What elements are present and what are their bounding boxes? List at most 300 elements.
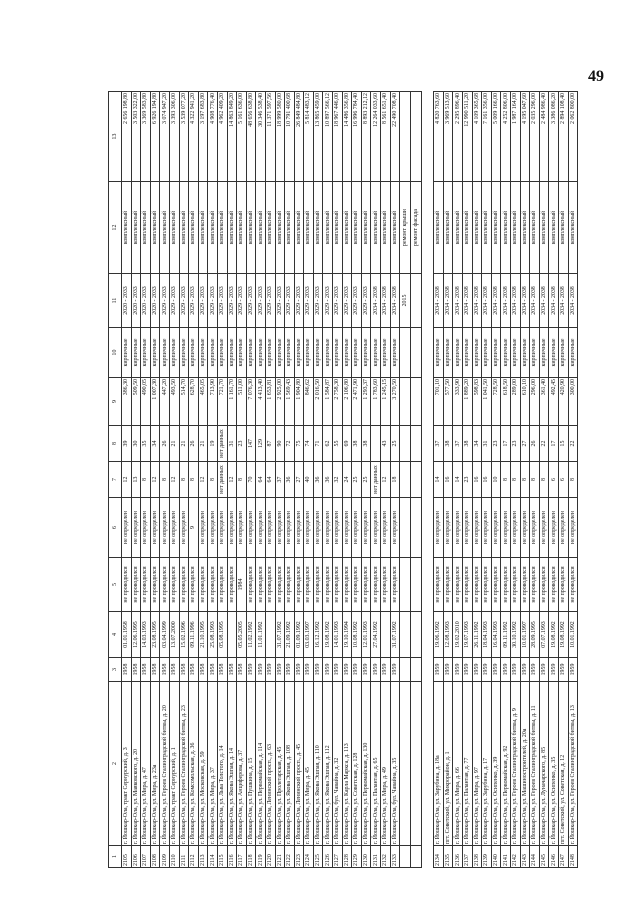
table-cell: 19 [208,426,218,462]
table-cell: 2029 - 2033 [313,274,323,328]
table-cell: не проводился [265,558,275,612]
table-cell: 2 106,80 [342,378,352,426]
table-cell: комплексный [539,182,549,274]
table-cell: 14 863 849,20 [227,92,237,182]
table-cell: кирпичные [237,328,247,378]
table-cell: не проводился [160,558,170,612]
table-cell: 2108 [150,846,160,868]
table-cell: 5 009 166,00 [491,92,501,182]
table-cell: не определен [246,498,256,558]
table-cell: 16 [443,462,453,498]
table-cell: не определен [198,498,208,558]
table-cell: 26.11.1992 [472,612,482,658]
table-cell: 03.03.1997 [304,612,314,658]
table-cell: 2107 [141,846,151,868]
table-cell: г. Йошкар-Ола, ул. Мира, д. 47 [141,682,151,846]
table-cell: кирпичные [390,328,400,378]
table-cell: кирпичные [361,328,371,378]
table-cell: 37 [453,426,463,462]
table-cell: г. Йошкар-Ола, ул. Комсомольская, д. 36 [189,682,199,846]
table-cell: 6 926 194,80 [150,92,160,182]
table-cell: 1958 [150,658,160,682]
table-cell: не проводился [342,558,352,612]
table-cell: не определен [275,498,285,558]
column-header-6: 6 [109,498,122,558]
table-cell: 1 041,50 [482,378,492,426]
table-cell: г. Йошкар-Ола, ул. Пушкина, д. 15 [246,682,256,846]
table-cell: 4 109 365,68 [472,92,482,182]
table-cell: 2 758,30 [333,378,343,426]
table-cell: 2129 [352,846,362,868]
table-cell: 289,00 [510,378,520,426]
table-cell: 3 369 583,80 [141,92,151,182]
table-cell: 34 [472,426,482,462]
table-cell: 36 [285,462,295,498]
table-cell: г. Йошкар-Ола, ул. Московская, д. 59 [198,682,208,846]
table-cell: 2119 [256,846,266,868]
table-cell: 628,70 [189,378,199,426]
table-cell: 22 [568,426,578,462]
table-cell: 2132 [381,846,391,868]
table-cell: кирпичные [352,328,362,378]
table-cell: кирпичные [150,328,160,378]
table-cell: 1 653,81 [265,378,275,426]
table-cell: 23 [510,426,520,462]
table-cell: 2134 [434,846,444,868]
table-cell: 11 371 597,56 [265,92,275,182]
table-cell: 1959 [558,658,568,682]
table-cell: 8 [539,462,549,498]
table-cell: 13 865 459,00 [313,92,323,182]
table-cell: г. Йошкар-Ола, бул. Чавайна, д. 32 [333,682,343,846]
table-cell: 12 [381,462,391,498]
table-cell: 19.08.1992 [558,612,568,658]
table-cell: 09.11.1992 [501,612,511,658]
table-cell: 12.08.1993 [443,612,453,658]
separator-cell: 2015 [400,274,411,328]
table-cell: 39 [122,426,132,462]
table-cell: 38 [443,426,453,462]
table-cell: не проводился [472,558,482,612]
table-row [208,92,218,868]
separator-cell [400,426,411,462]
table-cell: 8 [520,462,530,498]
table-cell: 23 [237,426,247,462]
table-cell: 2029 - 2033 [361,274,371,328]
table-row [549,92,559,868]
table-cell: 2112 [189,846,199,868]
table-cell: 1 584,87 [323,378,333,426]
table-cell: 12 264 033,60 [371,92,381,182]
table-cell: 18 967 446,00 [333,92,343,182]
table-cell: не определен [169,498,179,558]
column-header-10: 10 [109,328,122,378]
table-row [275,92,285,868]
table-cell: 16 996 784,40 [352,92,362,182]
table-cell: 1 904,80 [294,378,304,426]
table-cell: 14 486 356,80 [342,92,352,182]
table-cell: не проводился [371,558,381,612]
table-cell: не проводился [530,558,540,612]
table-cell: 19.07.1993 [463,612,473,658]
table-cell: не проводился [208,558,218,612]
table-row [472,92,482,868]
table-cell: 1959 [275,658,285,682]
table-cell: не определен [217,498,227,558]
table-row [434,92,444,868]
table-cell: 1959 [333,658,343,682]
table-cell: не определен [150,498,160,558]
table-cell: 1959 [256,658,266,682]
table-cell: 1959 [510,658,520,682]
table-cell: 2 484 986,40 [539,92,549,182]
table-cell: 490,05 [141,378,151,426]
table-cell: комплексный [352,182,362,274]
table-row [390,92,400,868]
table-cell: не определен [237,498,247,558]
table-cell: 2109 [160,846,170,868]
table-cell: не определен [122,498,132,558]
table-cell: 3 074 947,20 [160,92,170,182]
table-cell: 10 [491,462,501,498]
table-cell: 2034 - 2038 [453,274,463,328]
table-cell: комплексный [208,182,218,274]
table-cell: комплексный [568,182,578,274]
table-cell: 2123 [294,846,304,868]
table-cell: 05.08.1995 [217,612,227,658]
table-cell: не проводился [510,558,520,612]
table-cell [227,612,237,658]
table-cell: кирпичные [198,328,208,378]
table-cell: комплексный [333,182,343,274]
table-cell: 492,45 [549,378,559,426]
table-cell: комплексный [371,182,381,274]
table-cell: 2 471,90 [352,378,362,426]
table-cell: 1958 [179,658,189,682]
table-cell: комплексный [453,182,463,274]
table-cell: кирпичные [463,328,473,378]
table-cell: комплексный [285,182,295,274]
table-cell: 1 161,70 [227,378,237,426]
table-cell: 2141 [501,846,511,868]
table-cell: не проводился [463,558,473,612]
table-cell: кирпичные [294,328,304,378]
column-header-8: 8 [109,426,122,462]
table-cell: не определен [381,498,391,558]
table-cell: г. Йошкар-Ола, Ленинский просп., д. 63 [265,682,275,846]
table-cell: 10 897 566,12 [323,92,333,182]
table-cell: не проводился [381,558,391,612]
table-cell: комплексный [558,182,568,274]
table-cell: 13 [131,462,141,498]
table-cell: не определен [208,498,218,558]
table-row [122,92,132,868]
separator-cell [400,658,411,682]
table-cell: не проводился [434,558,444,612]
column-header-4: 4 [109,612,122,658]
table-cell: 2029 - 2033 [237,274,247,328]
table-cell: комплексный [530,182,540,274]
table-row [237,92,247,868]
table-cell: не проводился [361,558,371,612]
table-cell: не определен [342,498,352,558]
table-cell: 15.02.1996 [179,612,189,658]
table-row [342,92,352,868]
group-gap [422,92,434,868]
table-cell: 2 062 800,00 [568,92,578,182]
table-cell: кирпичные [558,328,568,378]
table-cell: 2020 - 2033 [141,274,151,328]
table-cell: 1958 [141,658,151,682]
table-row [443,92,453,868]
table-cell: г. Йошкар-Ола, ул. Льва Толстого, д. 14 [217,682,227,846]
table-cell: г. Йошкар-Ола, тракт Сернурский, д. 3 [122,682,132,846]
column-header-11: 11 [109,274,122,328]
table-cell: 618,50 [501,378,511,426]
table-cell: 1984 [237,558,247,612]
table-cell: 721,70 [217,378,227,426]
table-row [285,92,295,868]
table-cell: 2126 [323,846,333,868]
table-cell: не определен [141,498,151,558]
table-cell: комплексный [443,182,453,274]
table-row [198,92,208,868]
table-cell: комплексный [520,182,530,274]
table-cell: не проводился [333,558,343,612]
table-cell: 10.01.1997 [520,612,530,658]
table-cell: кирпичные [530,328,540,378]
table-cell: г. Йошкар-Ола, ул. Зарубина, д. 17 [482,682,492,846]
separator-cell [411,498,422,558]
table-cell: 21.09.1992 [285,612,295,658]
separator-cell [411,658,422,682]
table-cell: 361,40 [539,378,549,426]
table-cell: 43 [381,426,391,462]
table-cell: не определен [482,498,492,558]
table-cell: не определен [463,498,473,558]
table-row [217,92,227,868]
table-cell: 13.07.2000 [169,612,179,658]
table-cell: 26 [160,426,170,462]
table-cell: 18 [390,462,400,498]
table-cell: пгт. Советский, ул. Советская, д. 12 [558,682,568,846]
table-cell: 2135 [443,846,453,868]
table-cell: 2 016,50 [313,378,323,426]
table-cell: кирпичные [189,328,199,378]
table-cell: 2120 [265,846,275,868]
separator-cell [400,92,411,182]
table-cell: 30 [131,426,141,462]
table-cell: 2034 - 2038 [472,274,482,328]
table-cell: 2029 - 2033 [189,274,199,328]
separator-cell [411,378,422,426]
table-cell: не проводился [169,558,179,612]
table-cell: не проводился [227,558,237,612]
table-cell: 12 [227,462,237,498]
table-cell: г. Йошкар-Ола, ул. Пролетарская, д. 45 [275,682,285,846]
table-cell: 4 195 047,60 [520,92,530,182]
table-cell: 01.01.1958 [122,612,132,658]
separator-cell [411,92,422,182]
table-header-row [109,92,122,868]
table-cell: 23.08.1995 [150,612,160,658]
table-cell: 11.02.1992 [246,612,256,658]
table-cell: кирпичные [265,328,275,378]
table-cell: г. Йошкар-Ола, ул. Первомайская, д. 130 [361,682,371,846]
table-cell: 2034 - 2038 [434,274,444,328]
table-cell: 8 [510,462,520,498]
table-cell: 1959 [285,658,295,682]
table-cell: 2130 [361,846,371,868]
table-row [323,92,333,868]
table-cell: не определен [256,498,266,558]
table-cell: 2034 - 2038 [501,274,511,328]
table-cell: комплексный [313,182,323,274]
table-cell: 74 [304,426,314,462]
table-cell: 72 [285,426,295,462]
table-cell: 2106 [131,846,141,868]
table-cell: не проводился [390,558,400,612]
separator-cell: ремонт фасада [411,182,422,274]
table-cell: г. Йошкар-Ола, Ленинский просп., д. 45 [294,682,304,846]
table-cell: 2034 - 2038 [510,274,520,328]
table-cell: не определен [131,498,141,558]
table-cell: 1959 [361,658,371,682]
table-cell: 2127 [333,846,343,868]
table-cell: 35 [141,426,151,462]
separator-cell [400,846,411,868]
table-cell: 26 [530,426,540,462]
table-cell: 2131 [371,846,381,868]
table-cell: г. Йошкар-Ола, ул. Мира, д. 66 [453,682,463,846]
table-cell: 55 [333,426,343,462]
table-cell: 75 [294,426,304,462]
table-cell: 2034 - 2038 [558,274,568,328]
table-cell: 2029 - 2033 [265,274,275,328]
table-cell: 36 [313,462,323,498]
table-row [246,92,256,868]
table-cell: не проводился [304,558,314,612]
table-cell: г. Йошкар-Ола, бул. Чавайна, д. 35 [390,682,400,846]
table-cell: кирпичные [568,328,578,378]
table-cell: 7 161 356,00 [482,92,492,182]
table-cell: не определен [434,498,444,558]
table-cell: 386,30 [122,378,132,426]
table-cell: кирпичные [217,328,227,378]
table-cell: 1958 [227,658,237,682]
table-cell: 2029 - 2033 [208,274,218,328]
table-cell: 447,20 [160,378,170,426]
table-cell: 1959 [568,658,578,682]
table-cell: кирпичные [520,328,530,378]
table-cell: не проводился [131,558,141,612]
table-cell: 2143 [520,846,530,868]
table-cell: 26 [189,426,199,462]
table-cell: комплексный [198,182,208,274]
page-number: 49 [588,68,604,85]
column-header-9: 9 [109,378,122,426]
table-cell: 8 [141,462,151,498]
table-cell: не проводился [198,558,208,612]
table-cell: 25 [361,462,371,498]
table-cell: нет данных [217,426,227,462]
table-cell: 2116 [227,846,237,868]
table-cell: 2122 [285,846,295,868]
table-cell: не определен [304,498,314,558]
table-cell: 12 [122,462,132,498]
table-cell: 2034 - 2038 [463,274,473,328]
table-cell: 493,50 [169,378,179,426]
table-cell: комплексный [390,182,400,274]
table-row [265,92,275,868]
table-cell: 64 [265,462,275,498]
table-cell: 1958 [189,658,199,682]
table-row [352,92,362,868]
table-cell: г. Йошкар-Ола, ул. Мира, д. 97 [472,682,482,846]
separator-cell [411,612,422,658]
table-cell: не проводился [352,558,362,612]
table-cell: не проводился [256,558,266,612]
table-cell: комплексный [217,182,227,274]
table-cell: г. Йошкар-Ола, ул. Осипенко, д. 39 [491,682,501,846]
table-cell: комплексный [141,182,151,274]
table-row [227,92,237,868]
table-cell: 2113 [198,846,208,868]
column-header-12: 12 [109,182,122,274]
table-cell: не определен [472,498,482,558]
table-cell: 2029 - 2033 [333,274,343,328]
table-cell: г. Йошкар-Ола, ул. Героев Сталинградской битвы, д. 20 [160,682,170,846]
table-cell: 7 076,30 [246,378,256,426]
table-cell: кирпичные [381,328,391,378]
table-cell: 2140 [491,846,501,868]
table-cell: 1959 [313,658,323,682]
table-cell: 1958 [169,658,179,682]
table-cell: не определен [265,498,275,558]
table-cell: не проводился [285,558,295,612]
table-cell: 38 [361,426,371,462]
table-cell: не проводился [539,558,549,612]
table-cell: не определен [313,498,323,558]
table-cell: 2 035 296,00 [530,92,540,182]
table-cell: комплексный [491,182,501,274]
table-cell: 1959 [265,658,275,682]
table-cell: 2029 - 2033 [342,274,352,328]
table-cell: кирпичные [227,328,237,378]
table-cell: не проводился [275,558,285,612]
table-cell: 2034 - 2038 [491,274,501,328]
table-cell: 2148 [568,846,578,868]
table-cell: 2029 - 2033 [323,274,333,328]
table-row [482,92,492,868]
table-cell: 420,90 [558,378,568,426]
table-cell: 728,50 [491,378,501,426]
table-cell: 1 293,37 [361,378,371,426]
table-cell: 1959 [539,658,549,682]
table-cell: 09.11.1996 [189,612,199,658]
table-cell: 1959 [304,658,314,682]
table-cell: 10.01.1992 [568,612,578,658]
table-cell: 11.01.1992 [256,612,266,658]
separator-row [400,92,411,868]
table-cell: не определен [501,498,511,558]
table-cell: 3 386 086,20 [549,92,559,182]
table-cell: г. Йошкар-Ола, ул. Первомайская, д. 92 [501,682,511,846]
table-cell: 22 [539,426,549,462]
table-cell: г. Йошкар-Ола, тракт Сернурский, д. 1 [169,682,179,846]
table-cell: кирпичные [256,328,266,378]
table-cell: не определен [227,498,237,558]
